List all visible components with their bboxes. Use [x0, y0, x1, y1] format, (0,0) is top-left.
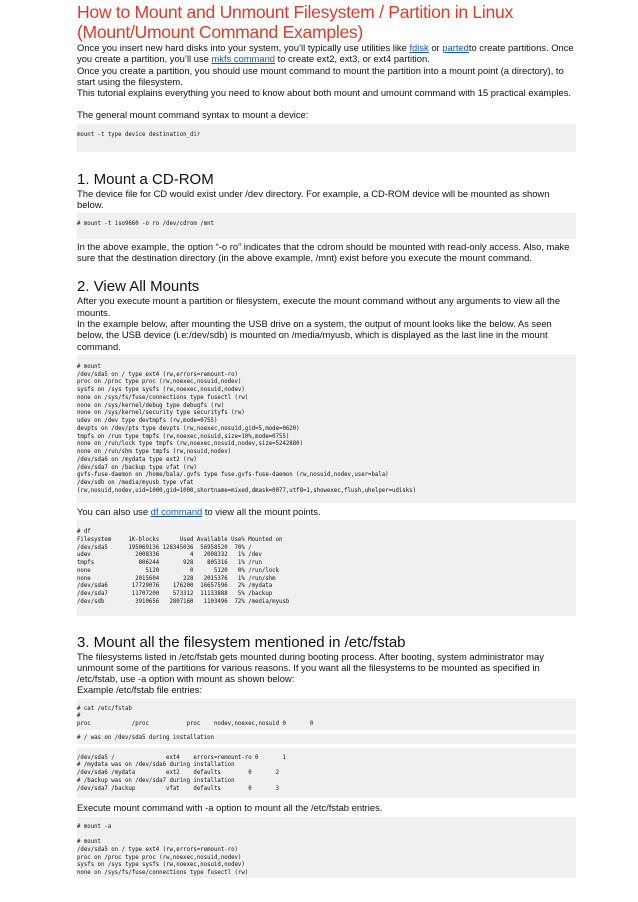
fstab-code-block-2: # / was on /dev/sda5 during installation: [77, 734, 576, 744]
intro-paragraph-1: [77, 42, 576, 65]
section-3-paragraph-1: The filesystems listed in /etc/fstab gets mounted during booting process. After booting, system administrator may unmount some of the partitions for various reasons. If you want all the filesystems to be mounted as specified in /etc/fstab, use -a option with mount as shown below:: [77, 650, 544, 685]
syntax-intro: The general mount command syntax to mount a device:: [77, 109, 309, 121]
parted-link[interactable]: parted: [442, 42, 469, 53]
intro-text-c: to create partitions. Once you create a partition, you’ll use: [77, 42, 574, 65]
section-1-paragraph-2: In the above example, the option “-o ro” indicates that the cdrom should be mounted with read-only access. Also, make sure that the destination directory (in the above example, /mnt) exist before you execute the mount command.: [77, 240, 570, 264]
df-text-b: to view all the mount points.: [202, 505, 321, 517]
df-output-code-block: # df Filesystem 1K-blocks Used Available Use% Mounted on /dev/sda5 195069136 128345036 56958520 70% / udev 2008336 4 2008332 1% /dev tmpfs 806244 928 805316 1% /run none 5120 0 5120 0% /run/lock none 2015604 228 2015376 1% /run/shm /dev/sda6 17729076 176200 16657596 2% /mydata /dev/sda7 11707200 573312 11133888 5% /backup /dev/sdb 3910656 2807160 1103496 72% /media/myusb: [77, 520, 576, 616]
section-2-paragraph-2: In the example below, after mounting the USB drive on a system, the output of mount looks like the below. As seen below, the USB device (i.e:/dev/sdb) is mounted on /media/myusb, which is displayed as the last line in the mount command.: [77, 318, 552, 352]
document-page: [77, 0, 576, 878]
fdisk-link[interactable]: fdisk: [409, 42, 429, 53]
page-title: How to Mount and Unmount Filesystem / Partition in Linux (Mount/Umount Command Examples): [77, 2, 513, 42]
section-2-paragraph-3: [77, 506, 576, 517]
mkfs-command-link[interactable]: mkfs command: [211, 53, 276, 65]
section-3-heading: 3. Mount all the filesystem mentioned in /etc/fstab: [77, 633, 406, 651]
mount-all-code-block: # mount -a # mount /dev/sda5 on / type ext4 (rw,errors=remount-ro) proc on /proc type proc (rw,noexec,nosuid,nodev) sysfs on /sys type sysfs (rw,noexec,nosuid,nodev) none on /sys/fs/fuse/connections type fusectl (rw): [77, 817, 576, 878]
intro-paragraph-3: This tutorial explains everything you need to know about both mount and umount command with 15 practical examples.: [77, 87, 572, 99]
section-2-heading: 2. View All Mounts: [77, 278, 200, 296]
df-text-a: You can also use: [77, 505, 151, 517]
intro-text-a: Once you insert new hard disks into your system, you’ll typically use utilities like: [77, 42, 410, 53]
intro-paragraph-2: Once you create a partition, you should use mount command to mount the partition into a mount point (a directory), to start using the filesystem.: [77, 64, 564, 87]
cdrom-code-block: # mount -t iso9660 -o ro /dev/cdrom /mnt: [77, 213, 576, 239]
section-1-heading: 1. Mount a CD-ROM: [77, 170, 214, 188]
intro-text-d: to create ext2, ext3, or ext4 partition.: [275, 53, 430, 65]
fstab-code-block-1: # cat /etc/fstab # proc /proc proc nodev,noexec,nosuid 0 0: [77, 699, 576, 730]
section-3-paragraph-3: Execute mount command with -a option to mount all the /etc/fstab entries.: [77, 802, 383, 814]
intro-text-b: or: [428, 42, 443, 53]
section-3-paragraph-2: Example /etc/fstab file entries:: [77, 684, 203, 696]
section-2-paragraph-1: After you execute mount a partition or filesystem, execute the mount command without any arguments to view all the mounts.: [77, 295, 561, 318]
mount-output-code-block: # mount /dev/sda5 on / type ext4 (rw,errors=remount-ro) proc on /proc type proc (rw,noexec,nosuid,nodev) sysfs on /sys type sysfs (rw,noexec,nosuid,nodev) none on /sys/fs/fuse/connections type fusectl (rw) none on /sys/kernel/debug type debugfs (rw) none on /sys/kernel/security type securityfs (rw) udev on /dev type devtmpfs (rw,mode=0755) devpts on /dev/pts type devpts (rw,noexec,nosuid,gid=5,mode=0620) tmpfs on /run type tmpfs (rw,noexec,nosuid,size=10%,mode=0755) none on /run/lock type tmpfs (rw,noexec,nosuid,nodev,size=5242880) none on /run/shm type tmpfs (rw,nosuid,nodev) /dev/sda6 on /mydata type ext2 (rw) /dev/sda7 on /backup type vfat (rw) gvfs-fuse-daemon on /home/bala/.gvfs type fuse.gvfs-fuse-daemon (rw,nosuid,nodev,user=bala) /dev/sdb on /media/myusb type vfat (rw,nosuid,nodev,uid=1000,gid=1000,shortname=mixed,dmask=0077,utf8=1,showexec,flush,uhelper=udisks): [77, 355, 576, 503]
df-command-link[interactable]: df command: [150, 505, 203, 517]
fstab-code-block-3: /dev/sda5 / ext4 errors=remount-ro 0 1 # /mydata was on /dev/sda6 during installation /dev/sda6 /mydata ext2 defaults 0 2 # /backup was on /dev/sda7 during installation /dev/sda7 /backup vfat defaults 0 3: [77, 748, 576, 799]
section-1-paragraph-1: The device file for CD would exist under /dev directory. For example, a CD-ROM device will be mounted as shown below.: [77, 187, 550, 210]
syntax-code-block: mount -t type device destination_dir: [77, 124, 576, 152]
